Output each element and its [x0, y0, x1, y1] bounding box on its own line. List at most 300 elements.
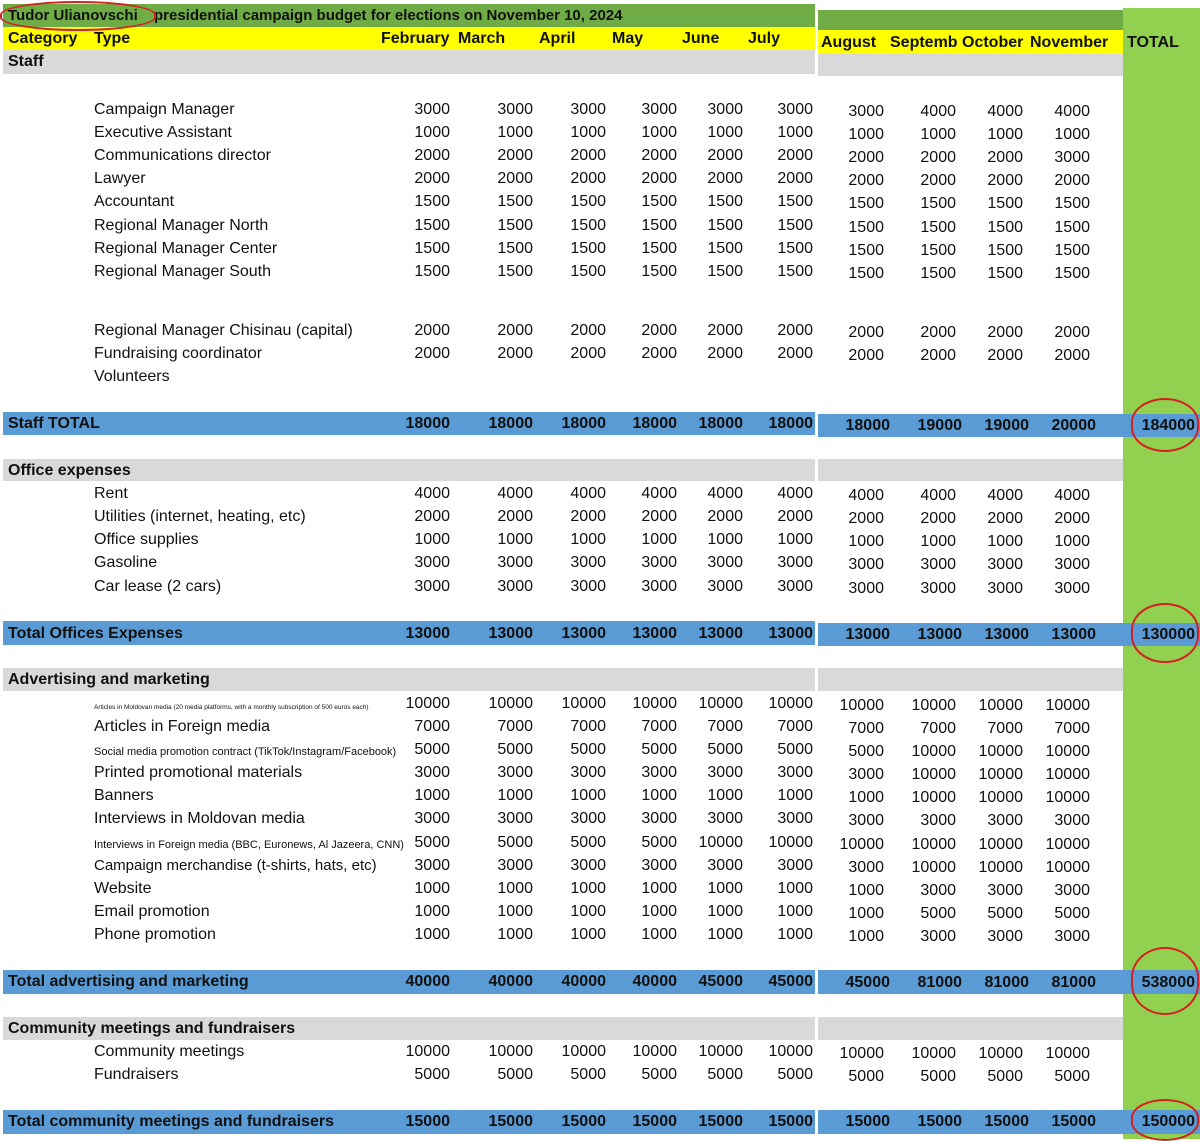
office-row-value: 3000	[707, 554, 743, 571]
advertising-row-label: Website	[94, 880, 152, 897]
office-row-value: 1000	[414, 531, 450, 548]
advertising-row-value: 10000	[978, 789, 1023, 806]
staff-total-value: 18000	[845, 417, 890, 434]
staff-row-label: Campaign Manager	[94, 101, 235, 118]
staff-row-value: 2000	[987, 347, 1023, 364]
community-total-value: 15000	[405, 1113, 450, 1130]
community-row-value: 5000	[497, 1066, 533, 1083]
advertising-row-value: 3000	[641, 810, 677, 827]
community-row-value: 10000	[405, 1043, 450, 1060]
office-row-value: 4000	[848, 487, 884, 504]
advertising-row-value: 3000	[414, 764, 450, 781]
staff-row-value: 1500	[570, 240, 606, 257]
office-row-value: 1000	[987, 533, 1023, 550]
office-row-value: 4000	[641, 485, 677, 502]
staff-row-value: 1500	[920, 195, 956, 212]
office-row-value: 2000	[777, 508, 813, 525]
staff-row-value: 2000	[1054, 172, 1090, 189]
staff-total-value: 18000	[768, 415, 813, 432]
advertising-row-value: 1000	[777, 903, 813, 920]
community-row-value: 5000	[707, 1066, 743, 1083]
staff-row-value: 1000	[570, 124, 606, 141]
staff-row-value: 1500	[1054, 219, 1090, 236]
staff-row-value: 2000	[1054, 324, 1090, 341]
staff-row-value: 2000	[414, 345, 450, 362]
office-row-value: 3000	[707, 578, 743, 595]
office-total-value: 13000	[1051, 626, 1096, 643]
staff-row-value: 1000	[920, 126, 956, 143]
advertising-row-value: 5000	[848, 743, 884, 760]
staff-total-value: 18000	[632, 415, 677, 432]
advertising-row-value: 5000	[987, 905, 1023, 922]
advertising-row-value: 7000	[920, 720, 956, 737]
staff-row-label: Regional Manager Center	[94, 240, 278, 257]
office-row-value: 2000	[707, 508, 743, 525]
staff-row-value: 1500	[1054, 195, 1090, 212]
staff-row-value: 1500	[707, 217, 743, 234]
staff-row-value: 2000	[848, 149, 884, 166]
advertising-row-value: 1000	[497, 880, 533, 897]
community-row-value: 5000	[777, 1066, 813, 1083]
advertising-row-value: 10000	[978, 697, 1023, 714]
advertising-row-value: 3000	[414, 810, 450, 827]
staff-row-label: Volunteers	[94, 368, 170, 385]
staff-row-value: 2000	[497, 345, 533, 362]
staff-row-value: 1500	[987, 242, 1023, 259]
office-heading-background-right	[818, 459, 1123, 481]
advertising-row-value: 1000	[570, 926, 606, 943]
community-row-value: 10000	[632, 1043, 677, 1060]
staff-row-label: Communications director	[94, 147, 271, 164]
staff-total-value: 19000	[917, 417, 962, 434]
office-total-value: 13000	[984, 626, 1029, 643]
staff-row-value: 1500	[414, 263, 450, 280]
advertising-row-label: Printed promotional materials	[94, 764, 303, 781]
advertising-row-label: Interviews in Moldovan media	[94, 810, 305, 827]
community-row-value: 5000	[848, 1068, 884, 1085]
staff-heading-background	[3, 50, 815, 74]
header-month-4: June	[682, 30, 720, 47]
advertising-row-label: Interviews in Foreign media (BBC, Euronews, Al Jazeera, CNN)	[94, 839, 404, 851]
advertising-row-label: Campaign merchandise (t-shirts, hats, etc)	[94, 857, 377, 874]
staff-row-value: 1500	[570, 193, 606, 210]
office-row-value: 3000	[570, 578, 606, 595]
staff-row-value: 3000	[641, 101, 677, 118]
advertising-row-value: 3000	[570, 810, 606, 827]
staff-row-value: 2000	[707, 345, 743, 362]
advertising-row-value: 7000	[777, 718, 813, 735]
header-total: TOTAL	[1127, 34, 1179, 51]
staff-row-value: 1500	[570, 263, 606, 280]
office-row-value: 3000	[641, 554, 677, 571]
advertising-row-value: 5000	[641, 834, 677, 851]
staff-row-value: 2000	[414, 322, 450, 339]
office-row-value: 1000	[920, 533, 956, 550]
office-row-value: 1000	[497, 531, 533, 548]
advertising-row-value: 5000	[707, 741, 743, 758]
staff-row-value: 1000	[641, 124, 677, 141]
advertising-row-value: 1000	[848, 882, 884, 899]
staff-row-value: 1000	[848, 126, 884, 143]
office-row-value: 3000	[497, 554, 533, 571]
office-row-value: 1000	[641, 531, 677, 548]
advertising-row-value: 3000	[497, 810, 533, 827]
advertising-row-value: 3000	[641, 857, 677, 874]
staff-row-value: 3000	[848, 103, 884, 120]
staff-row-label: Regional Manager South	[94, 263, 272, 280]
staff-row-value: 1000	[497, 124, 533, 141]
staff-row-value: 2000	[920, 172, 956, 189]
staff-row-value: 2000	[641, 322, 677, 339]
staff-row-value: 1500	[777, 263, 813, 280]
advertising-row-value: 1000	[414, 926, 450, 943]
staff-row-value: 3000	[414, 101, 450, 118]
community-row-value: 5000	[570, 1066, 606, 1083]
staff-row-value: 2000	[987, 149, 1023, 166]
advertising-row-value: 3000	[707, 857, 743, 874]
staff-row-value: 1000	[707, 124, 743, 141]
advertising-row-value: 10000	[911, 766, 956, 783]
advertising-row-value: 3000	[987, 812, 1023, 829]
office-row-value: 4000	[920, 487, 956, 504]
advertising-row-value: 10000	[839, 697, 884, 714]
staff-row-value: 1500	[848, 219, 884, 236]
staff-row-value: 1000	[414, 124, 450, 141]
advertising-row-value: 5000	[641, 741, 677, 758]
advertising-row-value: 10000	[911, 743, 956, 760]
advertising-row-value: 1000	[497, 787, 533, 804]
staff-total-value: 18000	[488, 415, 533, 432]
staff-row-value: 1000	[777, 124, 813, 141]
office-row-value: 1000	[777, 531, 813, 548]
advertising-row-value: 10000	[1045, 859, 1090, 876]
office-row-value: 2000	[414, 508, 450, 525]
office-total-label: Total Offices Expenses	[8, 625, 183, 642]
header-month-8: October	[962, 34, 1024, 51]
community-row-value: 5000	[414, 1066, 450, 1083]
advertising-row-value: 10000	[768, 834, 813, 851]
staff-row-value: 2000	[848, 324, 884, 341]
office-row-value: 4000	[777, 485, 813, 502]
header-month-9: November	[1030, 34, 1109, 51]
office-row-value: 3000	[848, 556, 884, 573]
advertising-row-value: 5000	[1054, 905, 1090, 922]
advertising-row-value: 10000	[1045, 836, 1090, 853]
staff-row-value: 2000	[777, 147, 813, 164]
advertising-row-value: 1000	[497, 903, 533, 920]
staff-row-label: Regional Manager North	[94, 217, 269, 234]
advertising-row-value: 3000	[920, 812, 956, 829]
advertising-row-value: 3000	[570, 764, 606, 781]
office-row-label: Car lease (2 cars)	[94, 578, 222, 595]
advertising-row-value: 10000	[978, 859, 1023, 876]
office-row-value: 2000	[920, 510, 956, 527]
staff-row-value: 1500	[920, 265, 956, 282]
staff-row-value: 1500	[641, 240, 677, 257]
community-grand-total: 150000	[1141, 1113, 1195, 1130]
staff-row-value: 1500	[707, 193, 743, 210]
candidate-name: Tudor Ulianovschi	[8, 7, 138, 24]
staff-row-value: 1500	[414, 240, 450, 257]
advertising-row-value: 1000	[641, 903, 677, 920]
staff-row-value: 2000	[641, 345, 677, 362]
staff-row-value: 1500	[707, 263, 743, 280]
advertising-row-value: 1000	[848, 905, 884, 922]
community-row-value: 10000	[488, 1043, 533, 1060]
staff-row-value: 1000	[1054, 126, 1090, 143]
advertising-row-label: Phone promotion	[94, 926, 216, 943]
advertising-row-value: 5000	[497, 741, 533, 758]
advertising-row-value: 3000	[497, 764, 533, 781]
staff-row-value: 3000	[1054, 149, 1090, 166]
staff-row-value: 2000	[707, 170, 743, 187]
office-row-label: Rent	[94, 485, 128, 502]
staff-row-label: Regional Manager Chisinau (capital)	[94, 322, 353, 339]
staff-row-value: 3000	[707, 101, 743, 118]
advertising-total-value: 81000	[1051, 974, 1096, 991]
staff-row-value: 2000	[497, 147, 533, 164]
staff-row-value: 1500	[570, 217, 606, 234]
staff-row-value: 1500	[987, 265, 1023, 282]
advertising-row-value: 7000	[641, 718, 677, 735]
header-month-0: February	[381, 30, 450, 47]
office-total-value: 13000	[845, 626, 890, 643]
advertising-total-annotation-circle	[1131, 947, 1199, 1015]
office-row-value: 3000	[777, 554, 813, 571]
advertising-row-value: 3000	[848, 812, 884, 829]
advertising-row-value: 10000	[768, 695, 813, 712]
office-row-label: Gasoline	[94, 554, 158, 571]
office-row-value: 2000	[987, 510, 1023, 527]
staff-row-value: 2000	[497, 170, 533, 187]
office-total-annotation-circle	[1131, 603, 1199, 663]
staff-row-value: 1500	[1054, 242, 1090, 259]
office-row-label: Office supplies	[94, 531, 199, 548]
staff-row-value: 2000	[987, 324, 1023, 341]
staff-row-value: 1500	[497, 263, 533, 280]
office-total-value: 13000	[405, 625, 450, 642]
advertising-row-value: 3000	[987, 882, 1023, 899]
staff-row-value: 2000	[570, 147, 606, 164]
advertising-total-value: 45000	[768, 973, 813, 990]
advertising-total-value: 40000	[632, 973, 677, 990]
advertising-row-value: 1000	[707, 880, 743, 897]
advertising-row-value: 7000	[848, 720, 884, 737]
staff-total-value: 20000	[1051, 417, 1096, 434]
staff-row-value: 1500	[777, 193, 813, 210]
advertising-row-value: 3000	[777, 764, 813, 781]
community-row-value: 5000	[987, 1068, 1023, 1085]
staff-row-value: 1500	[987, 219, 1023, 236]
advertising-row-value: 3000	[1054, 812, 1090, 829]
staff-row-value: 1500	[848, 195, 884, 212]
staff-row-value: 1500	[777, 240, 813, 257]
header-month-1: March	[458, 30, 506, 47]
community-row-value: 10000	[698, 1043, 743, 1060]
page-title: presidential campaign budget for elections on November 10, 2024	[154, 7, 623, 24]
office-row-label: Utilities (internet, heating, etc)	[94, 508, 306, 525]
advertising-row-value: 3000	[497, 857, 533, 874]
office-row-value: 2000	[497, 508, 533, 525]
advertising-row-value: 3000	[707, 764, 743, 781]
advertising-row-value: 1000	[414, 903, 450, 920]
community-total-value: 15000	[984, 1113, 1029, 1130]
community-total-value: 15000	[768, 1113, 813, 1130]
office-total-value: 13000	[632, 625, 677, 642]
advertising-row-value: 10000	[911, 859, 956, 876]
staff-row-value: 2000	[777, 170, 813, 187]
advertising-total-label: Total advertising and marketing	[8, 973, 249, 990]
community-total-value: 15000	[488, 1113, 533, 1130]
community-total-label: Total community meetings and fundraisers	[8, 1113, 334, 1130]
staff-row-value: 1500	[707, 240, 743, 257]
advertising-row-value: 10000	[911, 836, 956, 853]
advertising-row-value: 10000	[488, 695, 533, 712]
advertising-row-value: 5000	[570, 741, 606, 758]
advertising-row-value: 3000	[414, 857, 450, 874]
advertising-row-value: 3000	[641, 764, 677, 781]
advertising-row-value: 10000	[1045, 697, 1090, 714]
community-section-heading: Community meetings and fundraisers	[8, 1020, 296, 1037]
advertising-row-value: 10000	[911, 697, 956, 714]
staff-row-value: 1500	[641, 217, 677, 234]
advertising-row-value: 1000	[570, 903, 606, 920]
staff-total-value: 18000	[698, 415, 743, 432]
staff-row-value: 2000	[641, 170, 677, 187]
community-row-value: 5000	[920, 1068, 956, 1085]
staff-row-value: 2000	[570, 170, 606, 187]
office-row-value: 1000	[1054, 533, 1090, 550]
advertising-row-value: 1000	[707, 787, 743, 804]
advertising-row-value: 3000	[1054, 882, 1090, 899]
staff-grand-total: 184000	[1141, 417, 1195, 434]
header-month-2: April	[539, 30, 576, 47]
advertising-row-value: 10000	[1045, 789, 1090, 806]
advertising-row-value: 3000	[1054, 928, 1090, 945]
header-month-6: August	[821, 34, 877, 51]
staff-row-value: 1500	[848, 265, 884, 282]
office-row-value: 3000	[641, 578, 677, 595]
advertising-row-value: 3000	[707, 810, 743, 827]
community-total-value: 15000	[917, 1113, 962, 1130]
office-row-value: 1000	[848, 533, 884, 550]
staff-row-value: 4000	[920, 103, 956, 120]
community-row-value: 10000	[978, 1045, 1023, 1062]
advertising-row-value: 10000	[978, 766, 1023, 783]
advertising-total-value: 45000	[845, 974, 890, 991]
office-row-value: 3000	[920, 556, 956, 573]
office-row-value: 3000	[414, 554, 450, 571]
staff-section-heading: Staff	[8, 53, 44, 70]
advertising-row-value: 10000	[405, 695, 450, 712]
office-total-value: 13000	[488, 625, 533, 642]
advertising-row-label: Social media promotion contract (TikTok/Instagram/Facebook)	[94, 746, 397, 758]
community-total-value: 15000	[632, 1113, 677, 1130]
advertising-row-value: 10000	[839, 836, 884, 853]
advertising-row-value: 10000	[911, 789, 956, 806]
advertising-row-value: 7000	[987, 720, 1023, 737]
advertising-row-value: 7000	[497, 718, 533, 735]
community-total-value: 15000	[845, 1113, 890, 1130]
staff-row-value: 2000	[707, 322, 743, 339]
advertising-row-value: 7000	[707, 718, 743, 735]
office-row-value: 2000	[848, 510, 884, 527]
staff-row-label: Executive Assistant	[94, 124, 232, 141]
staff-row-value: 1500	[414, 193, 450, 210]
advertising-row-value: 10000	[698, 695, 743, 712]
advertising-row-value: 5000	[414, 741, 450, 758]
advertising-row-value: 1000	[777, 787, 813, 804]
header-category: Category	[8, 30, 78, 47]
advertising-row-value: 1000	[707, 926, 743, 943]
advertising-row-value: 1000	[777, 926, 813, 943]
office-row-value: 4000	[707, 485, 743, 502]
advertising-row-value: 5000	[777, 741, 813, 758]
staff-row-label: Lawyer	[94, 170, 146, 187]
advertising-row-value: 1000	[777, 880, 813, 897]
office-row-value: 4000	[497, 485, 533, 502]
staff-heading-background-right	[818, 54, 1123, 76]
staff-row-value: 2000	[848, 172, 884, 189]
advertising-row-value: 1000	[641, 880, 677, 897]
advertising-row-value: 1000	[707, 903, 743, 920]
header-month-5: July	[748, 30, 781, 47]
community-row-value: 10000	[1045, 1045, 1090, 1062]
office-row-value: 3000	[1054, 556, 1090, 573]
staff-total-label: Staff TOTAL	[8, 415, 100, 432]
advertising-row-value: 7000	[570, 718, 606, 735]
advertising-row-value: 10000	[1045, 743, 1090, 760]
header-month-7: Septemb	[890, 34, 958, 51]
advertising-row-value: 3000	[848, 766, 884, 783]
office-row-value: 3000	[570, 554, 606, 571]
advertising-row-value: 1000	[570, 787, 606, 804]
office-row-value: 2000	[641, 508, 677, 525]
community-row-value: 10000	[768, 1043, 813, 1060]
advertising-row-value: 1000	[570, 880, 606, 897]
staff-row-value: 3000	[570, 101, 606, 118]
staff-row-value: 1500	[497, 240, 533, 257]
staff-row-value: 1500	[920, 242, 956, 259]
staff-row-value: 1500	[777, 217, 813, 234]
advertising-row-value: 1000	[641, 926, 677, 943]
advertising-total-value: 81000	[984, 974, 1029, 991]
staff-row-value: 4000	[1054, 103, 1090, 120]
staff-total-value: 18000	[405, 415, 450, 432]
staff-row-value: 2000	[920, 149, 956, 166]
office-row-value: 3000	[497, 578, 533, 595]
advertising-row-value: 10000	[1045, 766, 1090, 783]
staff-row-value: 2000	[920, 347, 956, 364]
staff-row-value: 2000	[497, 322, 533, 339]
advertising-row-value: 3000	[848, 859, 884, 876]
advertising-row-value: 3000	[920, 928, 956, 945]
community-row-label: Community meetings	[94, 1043, 245, 1060]
advertising-row-value: 10000	[561, 695, 606, 712]
advertising-total-value: 45000	[698, 973, 743, 990]
staff-row-value: 2000	[414, 147, 450, 164]
staff-row-value: 1500	[848, 242, 884, 259]
staff-row-label: Accountant	[94, 193, 175, 210]
advertising-row-value: 1000	[414, 880, 450, 897]
staff-row-value: 2000	[570, 322, 606, 339]
office-row-value: 1000	[570, 531, 606, 548]
staff-row-value: 3000	[497, 101, 533, 118]
office-row-value: 4000	[570, 485, 606, 502]
office-grand-total: 130000	[1141, 626, 1195, 643]
staff-row-value: 2000	[570, 345, 606, 362]
title-bar-right-background	[818, 10, 1123, 30]
